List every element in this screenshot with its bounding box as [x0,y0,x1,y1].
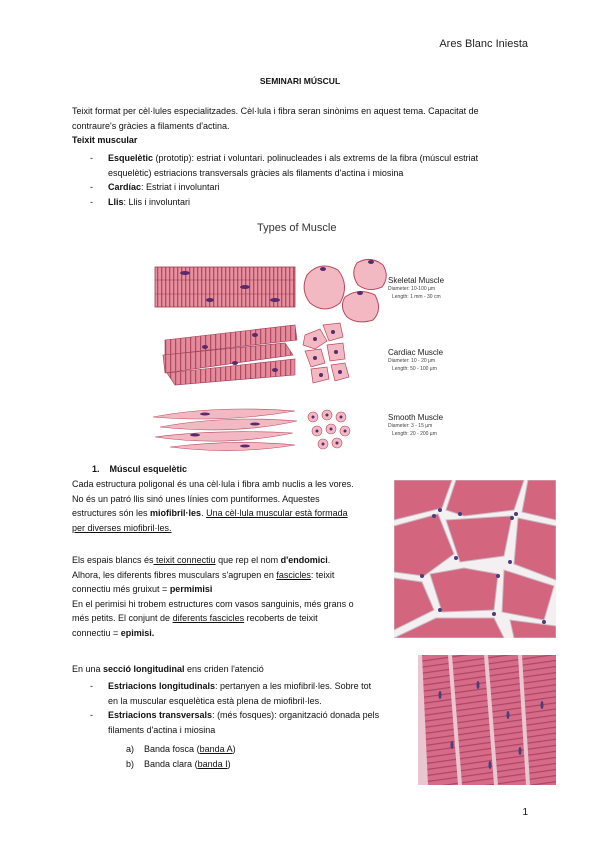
skeletal-cross-sections [304,259,386,321]
longitudinal-micrograph [418,655,556,785]
page-title: SEMINARI MÚSCUL [259,76,341,86]
list-item: - Cardíac: Estriat i involuntari [90,182,220,192]
list-item: - Estriacions longitudinals: pertanyen a les miofibril·les. Sobre tot [90,681,372,691]
figure-title: Types of Muscle [257,222,337,234]
muscle-type-list [90,151,528,209]
list-item: - Esquelètic (prototip): estriat i voluntari. polinucleades i als extrems de la fibra (múscul estriat [90,153,479,163]
list-item: - Llis: Llis i involuntari [90,196,191,207]
cardiac-label: Cardiac Muscle Diameter: 10 - 20 µm Length: 50 - 100 µm [388,348,444,372]
smooth-fibers [153,409,297,451]
list-item: b) Banda clara (banda I) [126,758,231,769]
cardiac-cross-sections [303,323,349,383]
skeletal-paragraph-3: En una secció longitudinal ens criden l'atenció [72,664,264,674]
skeletal-paragraph-1: Cada estructura poligonal és una cèl·lula i fibra amb nuclis a les vores. No és un patró llis sinó unes línies com puntiformes. Aquestes estructures són les miofibril·les. Una cèl·lula muscular està formada per diverses miofibril·les. [72,479,354,533]
skeletal-label: Skeletal Muscle Diameter: 10-100 µm Length: 1 mm - 30 cm [388,276,445,300]
smooth-label: Smooth Muscle Diameter: 3 - 15 µm Length: 20 - 200 µm [388,413,444,437]
section-heading: 1. Múscul esquelètic [92,464,188,474]
cardiac-fibers [163,325,297,385]
band-list [126,742,236,771]
section-heading: Teixit muscular [72,135,138,145]
skeletal-fibers [155,267,295,307]
cross-section-micrograph [394,480,556,638]
intro-paragraph: Teixit format per cèl·lules especialitzades. Cèl·lula i fibra seran sinònims en aquest tema. Capacitat de contraure's gràcies a filaments d'actina. Teixit muscular [72,104,528,148]
author-name: Ares Blanc Iniesta [439,38,528,50]
list-item: a) Banda fosca (banda A) [126,744,236,754]
page-number: 1 [522,807,528,818]
list-item-continued: esquelètic) estriacions transversals gràcies als filaments d'actina i miosina [108,167,404,178]
list-item: - Estriacions transversals: (més fosques): organització donada pels [90,710,380,720]
smooth-cross-sections [308,410,350,449]
skeletal-paragraph-2: Els espais blancs és teixit connectiu que rep el nom d'endomici. Alhora, les diferents fibres musculars s'agrupen en fascicles: teixit connectiu més gruixut = permimisi En el perimisi hi trobem estructures com vasos sanguinis, més grans o més petits. El conjunt de diferents fascicles recoberts de teixit connectiu = epimisi. [72,555,354,638]
striation-list [90,679,406,737]
list-item-continued: en la muscular esquelètica està plena de miofibril·les. [108,695,322,706]
list-item-continued: filaments d'actina i miosina [108,724,216,735]
